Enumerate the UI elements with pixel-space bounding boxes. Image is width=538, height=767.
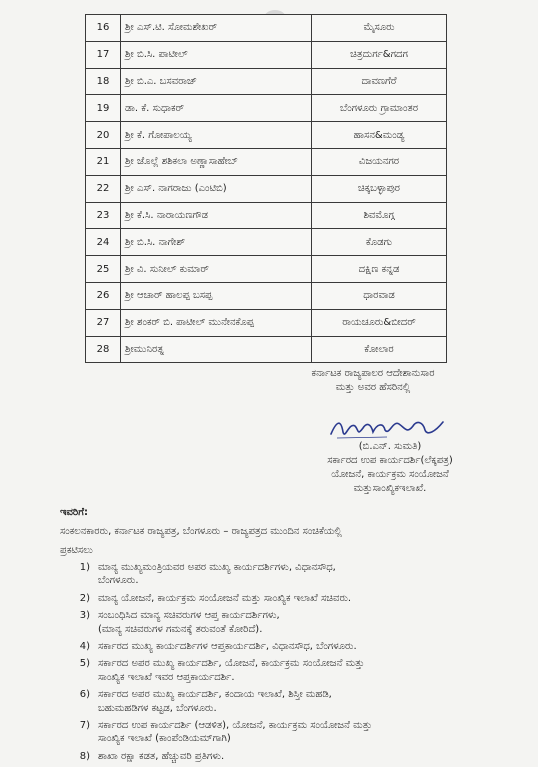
minister-name: ಶ್ರೀ ಬಿ.ಸಿ. ನಾಗೇಶ್ bbox=[121, 229, 312, 256]
district-name: ಧಾರವಾಡ bbox=[312, 282, 447, 309]
district-name: ಚಿಕ್ಕಬಳ್ಳಾಪುರ bbox=[312, 175, 447, 202]
table-row bbox=[86, 122, 447, 149]
list-item-line: ಬಹುಮಹಡಿಗಳ ಕಟ್ಟಡ, ಬೆಂಗಳೂರು. bbox=[98, 702, 217, 714]
list-item bbox=[60, 640, 480, 653]
row-number: 22 bbox=[86, 175, 121, 202]
table-row bbox=[86, 282, 447, 309]
list-item-line: ಸರ್ಕಾರದ ಅಪರ ಮುಖ್ಯ ಕಾರ್ಯದರ್ಶಿ, ಕಂದಾಯ ಇಲಾಖೆ, ಶಿಸ್ತೀ ಮಹಡಿ, bbox=[98, 689, 332, 701]
list-item-text bbox=[98, 609, 480, 636]
table-row bbox=[86, 148, 447, 175]
table-row bbox=[86, 309, 447, 336]
minister-name: ಶ್ರೀ ಎಸ್.ಟಿ. ಸೋಮಶೇಖರ್ bbox=[121, 15, 312, 42]
district-name: ಕೋಲಾರ bbox=[312, 336, 447, 363]
minister-name: ಶ್ರೀ ಬಿ.ಎ. ಬಸವರಾಜ್ bbox=[121, 68, 312, 95]
table-row bbox=[86, 175, 447, 202]
district-name: ಮೈಸೂರು bbox=[312, 15, 447, 42]
list-item-number: 3) bbox=[79, 610, 90, 622]
list-item-line: ಮಾನ್ಯ ಮುಖ್ಯಮಂತ್ರಿಯವರ ಅಪರ ಮುಖ್ಯ ಕಾರ್ಯದರ್ಶಿಗಳು, ವಿಧಾನಸೌಧ, bbox=[98, 562, 336, 573]
table-row bbox=[86, 229, 447, 256]
list-item-text bbox=[98, 592, 480, 605]
minister-name: ಶ್ರೀ ಕೆ. ಗೋಪಾಲಯ್ಯ bbox=[121, 122, 312, 149]
row-number: 16 bbox=[86, 15, 121, 42]
recipients-heading: ಇವರಿಗೆ: bbox=[60, 507, 89, 518]
list-item bbox=[60, 750, 480, 763]
minister-name: ಶ್ರೀ ಶಂಕರ್ ಬಿ. ಪಾಟೀಲ್ ಮುನೇನಕೊಪ್ಪ bbox=[121, 309, 312, 336]
signatory-designation-3: ಮತ್ತುಸಾಂಖ್ಯಿಕಇಲಾಖೆ. bbox=[353, 483, 427, 494]
list-item-text bbox=[98, 719, 480, 746]
district-name: ಹಾಸನ&ಮಂಡ್ಯ bbox=[312, 122, 447, 149]
row-number: 28 bbox=[86, 336, 121, 363]
district-name: ದಕ್ಷಿಣ ಕನ್ನಡ bbox=[312, 256, 447, 283]
list-item bbox=[60, 609, 480, 636]
compiler-line-2: ಪ್ರಕಟಿಸಲು bbox=[60, 545, 93, 556]
list-item-text bbox=[98, 688, 480, 715]
list-item-number: 6) bbox=[79, 689, 90, 701]
table-row bbox=[86, 95, 447, 122]
signatory-block bbox=[300, 441, 480, 494]
list-item-line: ಶಾಖಾ ರಕ್ಷಾ ಕಡತ, ಹೆಚ್ಚುವರಿ ಪ್ರತಿಗಳು. bbox=[98, 750, 225, 762]
district-name: ಬೆಂಗಳೂರು ಗ್ರಾಮಾಂತರ bbox=[312, 95, 447, 122]
row-number: 19 bbox=[86, 95, 121, 122]
recipients-list bbox=[60, 561, 480, 767]
order-line-2: ಮತ್ತು ಅವರ ಹೆಸರಿನಲ್ಲಿ bbox=[335, 382, 411, 393]
signatory-designation-2: ಯೋಜನೆ, ಕಾರ್ಯಕ್ರಮ ಸಂಯೋಜನೆ bbox=[331, 469, 449, 480]
district-name: ಶಿವಮೊಗ್ಗ bbox=[312, 202, 447, 229]
list-item-text bbox=[98, 640, 480, 653]
row-number: 17 bbox=[86, 41, 121, 68]
minister-name: ಶ್ರೀ ಎಸ್. ನಾಗರಾಜು (ಎಂಟಿಬಿ) bbox=[121, 175, 312, 202]
list-item-line: ಬೆಂಗಳೂರು. bbox=[98, 575, 139, 587]
row-number: 25 bbox=[86, 256, 121, 283]
district-name: ಕೊಡಗು bbox=[312, 229, 447, 256]
minister-name: ಶ್ರೀ ಬಿ.ಸಿ. ಪಾಟೀಲ್ bbox=[121, 41, 312, 68]
table-row bbox=[86, 202, 447, 229]
list-item-line: ಸಾಂಖ್ಯಿಕ ಇಲಾಖೆ (ಕಾಂಪೆಂಡಿಯಮ್‌ಗಾಗಿ) bbox=[98, 733, 231, 745]
list-item-number: 8) bbox=[79, 750, 90, 762]
minister-name: ಡಾ. ಕೆ. ಸುಧಾಕರ್ bbox=[121, 95, 312, 122]
row-number: 27 bbox=[86, 309, 121, 336]
list-item-line: ಸರ್ಕಾರದ ಮುಖ್ಯ ಕಾರ್ಯದರ್ಶಿಗಳ ಆಪ್ತಕಾರ್ಯದರ್ಶಿ, ವಿಧಾನಸೌಧ, ಬೆಂಗಳೂರು. bbox=[98, 641, 357, 653]
row-number: 20 bbox=[86, 122, 121, 149]
list-item-number: 7) bbox=[79, 720, 90, 732]
signatory-name: (ಬಿ.ಎನ್. ಸುಮತಿ) bbox=[358, 441, 422, 452]
row-number: 23 bbox=[86, 202, 121, 229]
row-number: 24 bbox=[86, 229, 121, 256]
minister-district-table bbox=[85, 14, 447, 363]
list-item-number: 1) bbox=[79, 562, 90, 573]
signatory-designation-1: ಸರ್ಕಾರದ ಉಪ ಕಾರ್ಯದರ್ಶಿ(ಲೆಕ್ಕಪತ್ರ) bbox=[327, 455, 453, 466]
order-line-1: ಕರ್ನಾಟಕ ರಾಜ್ಯಪಾಲರ ಆದೇಶಾನುಸಾರ bbox=[311, 368, 435, 379]
list-item bbox=[60, 657, 480, 684]
list-item-text bbox=[98, 750, 480, 763]
list-item-text bbox=[98, 561, 480, 588]
minister-name: ಶ್ರೀ ವಿ. ಸುನೀಲ್ ಕುಮಾರ್ bbox=[121, 256, 312, 283]
district-name: ವಿಜಯನಗರ bbox=[312, 148, 447, 175]
list-item-number: 4) bbox=[79, 641, 90, 653]
governor-order bbox=[288, 368, 458, 393]
signature-icon bbox=[327, 414, 447, 442]
row-number: 26 bbox=[86, 282, 121, 309]
compiler-line-1: ಸಂಕಲನಕಾರರು, ಕರ್ನಾಟಕ ರಾಜ್ಯಪತ್ರ, ಬೆಂಗಳೂರು – ರಾಜ್ಯಪತ್ರದ ಮುಂದಿನ ಸಂಚಿಕೆಯಲ್ಲಿ bbox=[60, 526, 342, 537]
minister-name: ಶ್ರೀಮುನಿರತ್ನ bbox=[121, 336, 312, 363]
list-item bbox=[60, 688, 480, 715]
list-item-line: (ಮಾನ್ಯ ಸಚಿವರುಗಳ ಗಮನಕ್ಕೆ ತರುವಂತೆ ಕೋರಿದೆ). bbox=[98, 623, 263, 635]
list-item-line: ಸರ್ಕಾರದ ಅಪರ ಮುಖ್ಯ ಕಾರ್ಯದರ್ಶಿ, ಯೋಜನೆ, ಕಾರ್ಯಕ್ರಮ ಸಂಯೋಜನೆ ಮತ್ತು bbox=[98, 658, 365, 670]
table-row bbox=[86, 68, 447, 95]
list-item-number: 2) bbox=[79, 592, 90, 604]
table-row bbox=[86, 41, 447, 68]
table-row bbox=[86, 336, 447, 363]
minister-name: ಶ್ರೀ ಕೆ.ಸಿ. ನಾರಾಯಣಗೌಡ bbox=[121, 202, 312, 229]
list-item-line: ಸಾಂಖ್ಯಿಕ ಇಲಾಖೆ ಇವರ ಆಪ್ತಕಾರ್ಯದರ್ಶಿ. bbox=[98, 671, 235, 683]
district-name: ರಾಯಚೂರು&ಬೀದರ್ bbox=[312, 309, 447, 336]
list-item-text bbox=[98, 657, 480, 684]
list-item bbox=[60, 592, 480, 605]
list-item-line: ಮಾನ್ಯ ಯೋಜನೆ, ಕಾರ್ಯಕ್ರಮ ಸಂಯೋಜನೆ ಮತ್ತು ಸಾಂಖ್ಯಿಕ ಇಲಾಖೆ ಸಚಿವರು. bbox=[98, 592, 352, 604]
list-item-line: ಸರ್ಕಾರದ ಉಪ ಕಾರ್ಯದರ್ಶಿ (ಆಡಳಿತ), ಯೋಜನೆ, ಕಾರ್ಯಕ್ರಮ ಸಂಯೋಜನೆ ಮತ್ತು bbox=[98, 720, 372, 732]
minister-name: ಶ್ರೀ ಆಚಾರ್ ಹಾಲಪ್ಪ ಬಸಪ್ಪ bbox=[121, 282, 312, 309]
list-item bbox=[60, 561, 480, 588]
table-row bbox=[86, 15, 447, 42]
list-item-line: ಸಂಬಂಧಿಸಿದ ಮಾನ್ಯ ಸಚಿವರುಗಳ ಆಪ್ತ ಕಾರ್ಯದರ್ಶಿಗಳು, bbox=[98, 610, 280, 622]
district-name: ದಾವಣಗೆರೆ bbox=[312, 68, 447, 95]
district-name: ಚಿತ್ರದುರ್ಗ&ಗದಗ bbox=[312, 41, 447, 68]
table-row bbox=[86, 256, 447, 283]
minister-name: ಶ್ರೀ ಜೊಲ್ಲೆ ಶಶಿಕಲಾ ಅಣ್ಣಾಸಾಹೇಬ್ bbox=[121, 148, 312, 175]
row-number: 21 bbox=[86, 148, 121, 175]
list-item-number: 5) bbox=[79, 658, 90, 670]
row-number: 18 bbox=[86, 68, 121, 95]
list-item bbox=[60, 719, 480, 746]
